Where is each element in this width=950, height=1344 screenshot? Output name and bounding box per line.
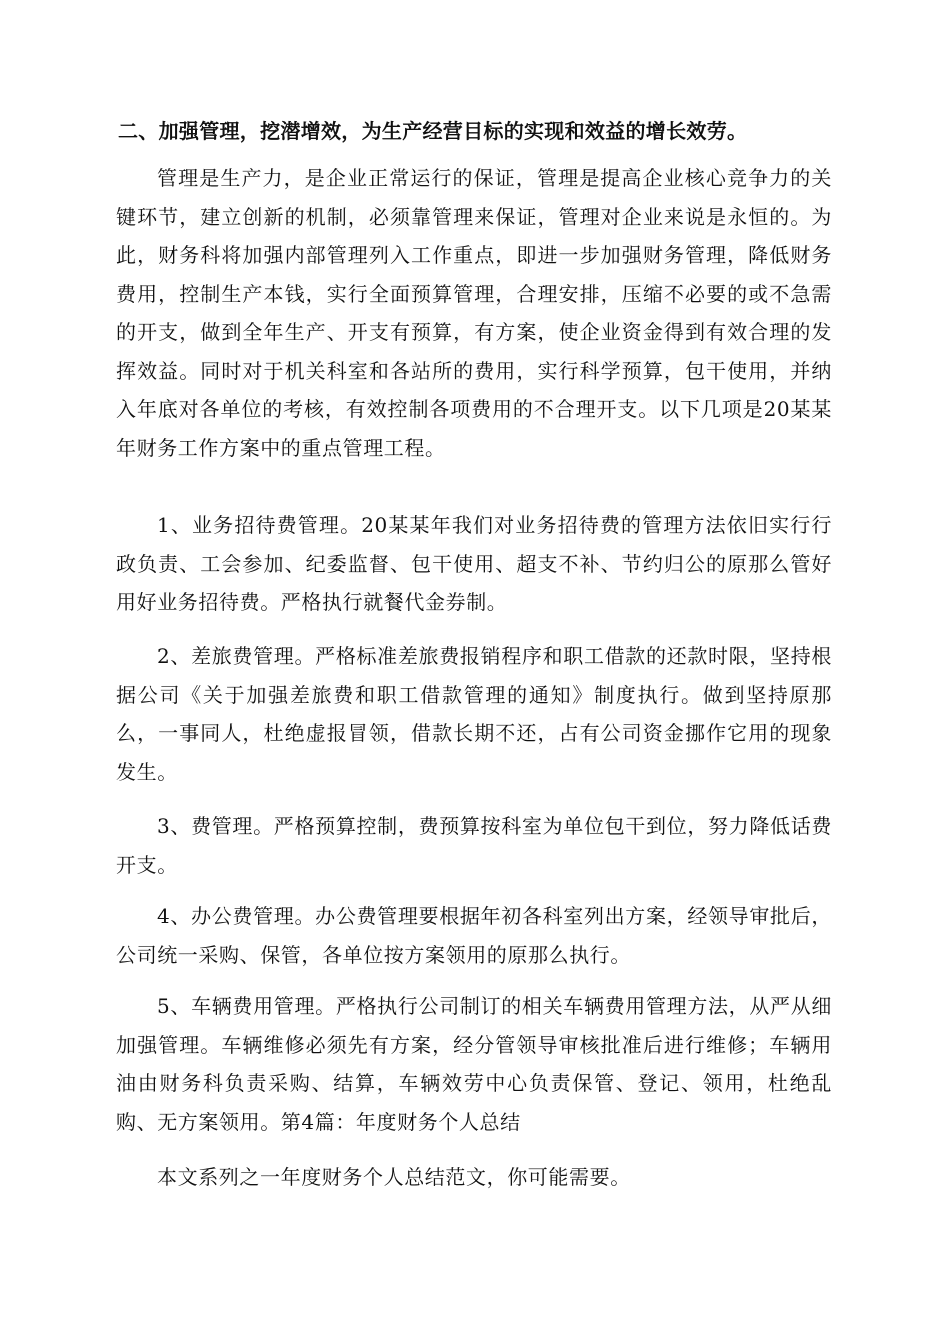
item-2-paragraph: 2、差旅费管理。严格标准差旅费报销程序和职工借款的还款时限，坚持根据公司《关于加强差旅费和职工借款管理的通知》制度执行。做到坚持原那么，一事同人，杜绝虚报冒领，借款长期不还，占有公司资金挪作它用的现象发生。 — [116, 644, 832, 784]
item-3-paragraph: 3、费管理。严格预算控制，费预算按科室为单位包干到位，努力降低话费开支。 — [116, 814, 832, 877]
item-1-paragraph: 1、业务招待费管理。20某某年我们对业务招待费的管理方法依旧实行行政负责、工会参加、纪委监督、包干使用、超支不补、节约归公的原那么管好用好业务招待费。严格执行就餐代金券制。 — [116, 513, 832, 614]
item-4-paragraph: 4、办公费管理。办公费管理要根据年初各科室列出方案，经领导审批后，公司统一采购、保管，各单位按方案领用的原那么执行。 — [116, 904, 832, 967]
item-5-paragraph: 5、车辆费用管理。严格执行公司制订的相关车辆费用管理方法，从严从细加强管理。车辆维修必须先有方案，经分管领导审核批准后进行维修；车辆用油由财务科负责采购、结算，车辆效劳中心负责保管、登记、领用，杜绝乱购、无方案领用。第4篇：年度财务个人总结 — [116, 994, 832, 1134]
intro-paragraph: 管理是生产力，是企业正常运行的保证，管理是提高企业核心竞争力的关键环节，建立创新的机制，必须靠管理来保证，管理对企业来说是永恒的。为此，财务科将加强内部管理列入工作重点，即进一步加强财务管理，降低财务费用，控制生产本钱，实行全面预算管理，合理安排，压缩不必要的或不急需的开支，做到全年生产、开支有预算，有方案，使企业资金得到有效合理的发挥效益。同时对于机关科室和各站所的费用，实行科学预算，包干使用，并纳入年底对各单位的考核，有效控制各项费用的不合理开支。以下几项是20某某年财务工作方案中的重点管理工程。 — [116, 166, 832, 460]
section-heading: 二、加强管理，挖潜增效，为生产经营目标的实现和效益的增长效劳。 — [118, 119, 748, 143]
closing-paragraph: 本文系列之一年度财务个人总结范文，你可能需要。 — [157, 1165, 631, 1189]
